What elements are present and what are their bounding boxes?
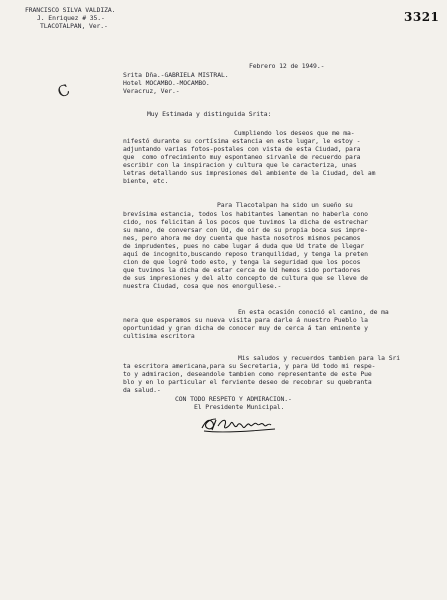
paragraph-4-line-3: to y admiracion, deseandole tambien como representante de este Pue bbox=[123, 370, 372, 378]
paragraph-2-line-10: de sus impresiones y del alto concepto de cultura que se lleve de bbox=[123, 274, 368, 282]
paragraph-1-line-1: Cumpliendo los deseos que me ma- bbox=[234, 129, 355, 137]
handwritten-signature bbox=[198, 410, 284, 436]
closing: CON TODO RESPETO Y ADMIRACION.- bbox=[175, 395, 292, 403]
paragraph-1-line-7: biente, etc. bbox=[123, 177, 169, 185]
paragraph-2-line-7: aquí de incognito,buscando reposo tranquilidad, y tenga la preten bbox=[123, 250, 368, 258]
paragraph-2-line-5: nes, pero ahora me doy cuenta que hasta nosotros mismos pecamos bbox=[123, 234, 361, 242]
paragraph-4-line-5: da salud.- bbox=[123, 386, 161, 394]
paragraph-1-line-2: nifestó durante su cortísima estancia en este lugar, le estoy - bbox=[123, 137, 361, 145]
recipient-city: Veracruz, Ver.- bbox=[123, 87, 180, 95]
sender-city: TLACOTALPAN, Ver.- bbox=[40, 22, 108, 30]
paragraph-4-line-1: Mis saludos y recuerdos tambien para la Sri bbox=[238, 354, 401, 362]
paragraph-2-line-4: su mano, de conversar con Ud, de oir de su propia boca sus impre- bbox=[123, 226, 368, 234]
margin-mark: C bbox=[54, 80, 73, 102]
paragraph-2-line-2: brevísima estancia, todos los habitantes lamentan no haberla cono bbox=[123, 210, 368, 218]
paragraph-1-line-4: que como ofrecimiento muy espontaneo sirvanle de recuerdo para bbox=[123, 153, 361, 161]
paragraph-3-line-3: oportunidad y gran dicha de conocer muy de cerca á tan eminente y bbox=[123, 324, 368, 332]
paragraph-4-line-2: ta escritora americana,para su Secretaria, y para Ud todo mi respe- bbox=[123, 362, 376, 370]
recipient-hotel: Hotel MOCAMBO.-MOCAMBO. bbox=[123, 79, 210, 87]
sender-name: FRANCISCO SILVA VALDIZA. bbox=[25, 6, 116, 14]
paragraph-2-line-9: que tuvimos la dicha de estar cerca de Ud hemos sido portadores bbox=[123, 266, 361, 274]
paragraph-2-line-3: cido, nos felicitan á los pocos que tuvimos la dicha de estrechar bbox=[123, 218, 368, 226]
salutation: Muy Estimada y distinguida Srita: bbox=[147, 110, 272, 118]
sender-address: J. Enriquez # 35.- bbox=[37, 14, 105, 22]
paragraph-3-line-4: cultisima escritora bbox=[123, 332, 195, 340]
paragraph-1-line-3: adjuntando varias fotos-postales con vista de esta Ciudad, para bbox=[123, 145, 361, 153]
paragraph-1-line-5: escribir con la inspiracion y cultura que le caracteriza, unas bbox=[123, 161, 357, 169]
signer-title: El Presidente Municipal. bbox=[194, 403, 285, 411]
paragraph-3-line-1: En esta ocasión conoció el camino, de ma bbox=[238, 308, 389, 316]
paragraph-2-line-6: de imprudentes, pues no cabe lugar á duda que Ud trate de llegar bbox=[123, 242, 365, 250]
paragraph-2-line-1: Para Tlacotalpan ha sido un sueño su bbox=[217, 201, 353, 209]
paragraph-1-line-6: letras detallando sus impresiones del ambiente de la Ciudad, del am bbox=[123, 169, 376, 177]
letter-date: Febrero 12 de 1949.- bbox=[249, 62, 325, 70]
archive-number: 3321 bbox=[404, 10, 440, 24]
paragraph-2-line-8: cion de que logré todo esto, y tenga la seguridad que los pocos bbox=[123, 258, 361, 266]
paragraph-3-line-2: nera que esperamos su nueva visita para darle á nuestro Pueblo la bbox=[123, 316, 368, 324]
paragraph-2-line-11: nuestra Ciudad, cosa que nos enorgullese.- bbox=[123, 282, 282, 290]
paragraph-4-line-4: blo y en lo particular el ferviente deseo de recobrar su quebranta bbox=[123, 378, 372, 386]
recipient-name: Srita Dña.-GABRIELA MISTRAL. bbox=[123, 71, 229, 79]
